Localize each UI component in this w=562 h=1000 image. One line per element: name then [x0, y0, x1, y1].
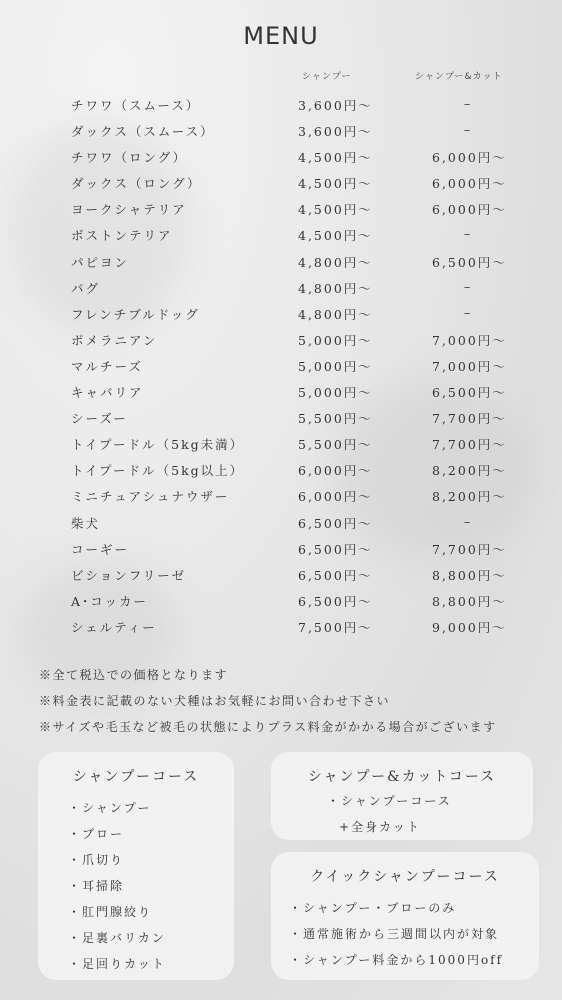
- breed-name: チワワ（スムース）: [71, 98, 201, 113]
- cut-price: 7,700円～: [432, 541, 507, 557]
- table-row: [0, 222, 562, 248]
- cut-price: 6,000円～: [432, 150, 507, 166]
- course-item: ・シャンプーコース: [327, 794, 452, 808]
- shampoo-price: 4,800円～: [298, 280, 373, 296]
- table-row: [0, 353, 562, 379]
- course-title: クイックシャンプーコース: [310, 869, 500, 885]
- breed-name: ポメラニアン: [71, 332, 158, 348]
- table-row: [0, 196, 562, 222]
- cut-price: –: [464, 513, 473, 529]
- table-row: [0, 144, 562, 170]
- cut-price: –: [464, 96, 473, 111]
- breed-name: トイプードル（5kg以上）: [71, 463, 245, 479]
- cut-price: 8,800円～: [432, 567, 507, 583]
- table-row: [0, 275, 562, 301]
- shampoo-price: 4,500円～: [298, 150, 373, 166]
- course-items: [271, 788, 533, 840]
- breed-name: トイプードル（5kg未満）: [71, 437, 245, 453]
- cut-price: 9,000円～: [432, 619, 507, 635]
- table-row: [0, 536, 562, 562]
- quick-shampoo-course-box: [271, 852, 539, 980]
- shampoo-price: 4,500円～: [298, 176, 373, 192]
- shampoo-price: 5,000円～: [298, 358, 373, 374]
- table-row: [0, 431, 562, 457]
- shampoo-price: 3,600円～: [298, 124, 373, 140]
- breed-name: A･コッカー: [71, 593, 149, 609]
- shampoo-price: 4,800円～: [298, 306, 373, 322]
- cut-price: 7,700円～: [432, 437, 507, 453]
- cut-price: –: [464, 304, 473, 320]
- table-row: [0, 457, 562, 483]
- note-extra-charge: ※サイズや毛玉など被毛の状態によりプラス料金がかかる場合がございます: [39, 720, 497, 734]
- shampoo-price: 6,500円～: [298, 541, 373, 557]
- page-title: MENU: [243, 22, 319, 50]
- breed-name: マルチーズ: [71, 358, 143, 374]
- table-row: [0, 510, 562, 536]
- note-tax: ※全て税込での価格となります: [39, 668, 229, 682]
- shampoo-price: 6,500円～: [298, 515, 373, 531]
- table-row: [0, 327, 562, 353]
- course-item: ・シャンプー料金から1000円off: [289, 953, 504, 967]
- course-item: ・ブロー: [68, 827, 125, 841]
- breed-name: フレンチブルドッグ: [71, 306, 200, 322]
- course-items: [38, 795, 234, 977]
- shampoo-price: 6,500円～: [298, 567, 373, 583]
- course-item: ・耳掃除: [68, 879, 125, 893]
- course-title: シャンプー&カットコース: [307, 769, 497, 785]
- table-row: [0, 562, 562, 588]
- column-header-shampoo: シャンプー: [302, 72, 352, 82]
- table-row: [0, 170, 562, 196]
- table-row: [0, 614, 562, 640]
- course-item: ・爪切り: [68, 853, 125, 867]
- cut-price: 6,500円～: [432, 254, 507, 270]
- shampoo-price: 3,600円～: [298, 98, 373, 113]
- price-table: [0, 92, 562, 640]
- breed-name: シェルティー: [71, 619, 157, 635]
- course-item: ・肛門腺絞り: [68, 905, 153, 919]
- breed-name: ビションフリーゼ: [71, 567, 187, 583]
- shampoo-cut-course-box: [271, 752, 533, 840]
- shampoo-price: 5,500円～: [298, 411, 373, 427]
- breed-name: ダックス（ロング）: [71, 176, 202, 192]
- table-row: [0, 405, 562, 431]
- cut-price: 7,700円～: [432, 411, 507, 427]
- shampoo-course-box: [38, 752, 234, 980]
- table-row: [0, 379, 562, 405]
- table-row: [0, 301, 562, 327]
- table-row: [0, 249, 562, 275]
- shampoo-price: 4,500円～: [298, 202, 373, 218]
- table-row: [0, 118, 562, 144]
- course-item: ・シャンプー: [68, 801, 152, 815]
- table-row: [0, 588, 562, 614]
- cut-price: 8,200円～: [432, 463, 507, 479]
- shampoo-price: 5,000円～: [298, 332, 373, 348]
- breed-name: パグ: [71, 280, 101, 296]
- cut-price: 7,000円～: [432, 332, 507, 348]
- note-inquiry: ※料金表に記載のない犬種はお気軽にお問い合わせ下さい: [39, 694, 391, 708]
- breed-name: キャバリア: [71, 385, 144, 401]
- shampoo-price: 7,500円～: [298, 619, 373, 635]
- shampoo-price: 5,500円～: [298, 437, 373, 453]
- breed-name: 柴犬: [71, 515, 101, 531]
- shampoo-price: 6,000円～: [298, 463, 373, 479]
- cut-price: –: [464, 226, 473, 242]
- course-item: +全身カット: [339, 820, 421, 834]
- breed-name: パピヨン: [71, 254, 130, 270]
- cut-price: 6,000円～: [432, 176, 507, 192]
- cut-price: –: [464, 122, 473, 138]
- shampoo-price: 6,500円～: [298, 593, 373, 609]
- cut-price: 8,200円～: [432, 489, 507, 505]
- course-item: ・通常施術から三週間以内が対象: [289, 927, 500, 941]
- course-item: ・足回りカット: [68, 957, 166, 971]
- notes: [39, 662, 497, 740]
- breed-name: ミニチュアシュナウザー: [71, 489, 230, 505]
- course-items: [271, 895, 539, 973]
- breed-name: ボストンテリア: [71, 228, 173, 244]
- cut-price: 6,000円～: [432, 202, 507, 218]
- shampoo-price: 5,000円～: [298, 385, 373, 401]
- column-header-shampoo-cut: シャンプー&カット: [415, 72, 503, 82]
- breed-name: ダックス（スムース）: [71, 124, 215, 140]
- table-row: [0, 483, 562, 509]
- cut-price: 8,800円～: [432, 593, 507, 609]
- cut-price: 6,500円～: [432, 385, 507, 401]
- cut-price: –: [464, 278, 473, 294]
- breed-name: ヨークシャテリア: [71, 202, 187, 218]
- cut-price: 7,000円～: [432, 358, 507, 374]
- breed-name: シーズー: [71, 411, 128, 427]
- course-item: ・シャンプー・ブローのみ: [289, 901, 457, 915]
- shampoo-price: 6,000円～: [298, 489, 373, 505]
- course-title: シャンプーコース: [72, 769, 200, 785]
- table-row: [0, 92, 562, 118]
- course-item: ・足裏バリカン: [68, 931, 166, 945]
- breed-name: コーギー: [71, 541, 130, 557]
- breed-name: チワワ（ロング）: [71, 150, 188, 166]
- shampoo-price: 4,800円～: [298, 254, 373, 270]
- shampoo-price: 4,500円～: [298, 228, 373, 244]
